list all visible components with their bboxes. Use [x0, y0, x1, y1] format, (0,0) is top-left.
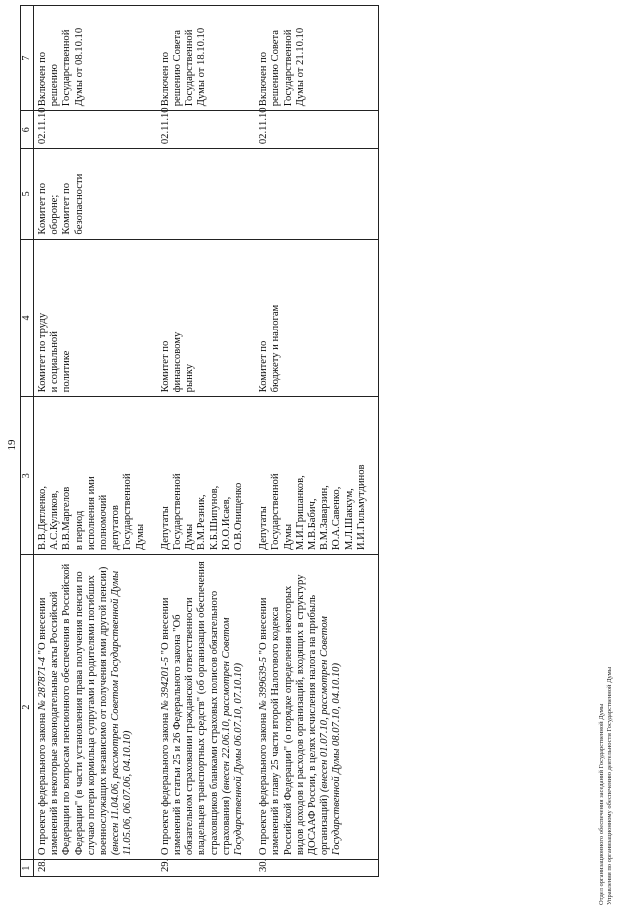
- table-row: [255, 6, 378, 877]
- review-date: 02.11.10: [34, 111, 157, 149]
- review-date: 02.11.10: [255, 111, 378, 149]
- bills-table: [20, 5, 379, 877]
- responsible-committee: Комитет по бюджету и налогам: [255, 239, 378, 397]
- bill-prefix: О проекте федерального закона: [37, 710, 48, 856]
- row-index: 28.: [34, 860, 157, 877]
- column-header: 1: [21, 860, 34, 877]
- inclusion-status: Включен по решению Совета Государственной Думы от 18.10.10: [157, 6, 255, 111]
- bill-number: № 394201-5: [159, 657, 171, 711]
- bill-authors: Депутаты Государственной Думы М.И.Гришанков, М.В.Бабич, В.М.Заварзин, Ю.А.Савенко, М.Л.Шаккум, И.И.Гильмутдинов: [255, 397, 378, 555]
- column-header: 5: [21, 149, 34, 239]
- column-header: 3: [21, 397, 34, 555]
- bill-prefix: О проекте федерального закона: [159, 710, 171, 856]
- bill-description: [255, 555, 378, 860]
- bill-note: (внесен 01.07.10, рассмотрен Советом Государственной Думы 08.07.10, 04.10.10): [319, 616, 343, 856]
- bill-authors: Депутаты Государственной Думы В.М.Резник, К.Б.Шипунов, Ю.О.Исаев, О.В.Онищенко: [157, 397, 255, 555]
- bill-title: "О внесении изменений в некоторые законодательные акты Российской Федерации по вопросам пенсионного обеспечения в Российской Федерации": [37, 563, 85, 856]
- footer-directorate: Управления по организационному обеспечению деятельности Государственной Думы: [606, 666, 613, 905]
- bill-note: (внесен 11.04.06, рассмотрен Советом Государственной Думы 11.05.06, 06.07.06, 04.10.10): [110, 570, 134, 856]
- table-row: [157, 6, 255, 877]
- responsible-committee: Комитет по финансовому рынку: [157, 239, 255, 397]
- bill-title: "О внесении изменений в статьи 25 и 26 Федерального закона "Об обязательном страховании гражданской ответственности владельцев транспортных средств": [159, 597, 208, 856]
- review-date: 02.11.10: [157, 111, 255, 149]
- column-header: 6: [21, 111, 34, 149]
- bill-note: (внесен 22.06.10, рассмотрен Советом Государственной Думы 06.07.10, 07.10.10): [220, 617, 245, 856]
- footer-department: Отдел организационного обеспечения заседаний Государственной Думы: [598, 703, 605, 905]
- table-header-row: [21, 6, 34, 877]
- co-committees: [157, 149, 255, 239]
- bill-details: (об организации обеспечения страховщиков бланками страховых полисов обязательного страхования): [196, 561, 232, 856]
- column-header: 4: [21, 239, 34, 397]
- row-index: 30.: [255, 860, 378, 877]
- bill-details: (о порядке определения некоторых видов доходов и расходов организаций, входящих в структуру ДОСААФ России, в целях исчисления налога на прибыль организаций): [282, 574, 331, 856]
- page-footer: [598, 305, 614, 905]
- bill-authors: В.В.Дятленко, А.С.Куликов, В.В.Маргелов в период исполнения ими полномочий депутатов Государственной Думы: [34, 397, 157, 555]
- inclusion-status: Включен по решению Совета Государственной Думы от 21.10.10: [255, 6, 378, 111]
- bill-description: [34, 555, 157, 860]
- bill-description: [157, 555, 255, 860]
- responsible-committee: Комитет по труду и социальной политике: [34, 239, 157, 397]
- page-number: 19: [6, 439, 18, 451]
- co-committees: Комитет по обороне; Комитет по безопасности: [34, 149, 157, 239]
- column-header: 7: [21, 6, 34, 111]
- bill-number: № 399639-5: [258, 657, 270, 711]
- column-header: 2: [21, 555, 34, 860]
- bill-details: (в части установления права получения пенсии по случаю потери кормильца супругами и родителями погибших военнослужащих независимо от получения ими другой пенсии): [73, 566, 110, 856]
- bill-number: № 287871-4: [37, 657, 48, 711]
- table-row: [34, 6, 157, 877]
- bill-prefix: О проекте федерального закона: [258, 710, 270, 856]
- co-committees: [255, 149, 378, 239]
- row-index: 29.: [157, 860, 255, 877]
- bill-title: "О внесении изменений в главу 25 части второй Налогового кодекса Российской Федерации": [258, 597, 294, 856]
- inclusion-status: Включен по решению Государственной Думы от 08.10.10: [34, 6, 157, 111]
